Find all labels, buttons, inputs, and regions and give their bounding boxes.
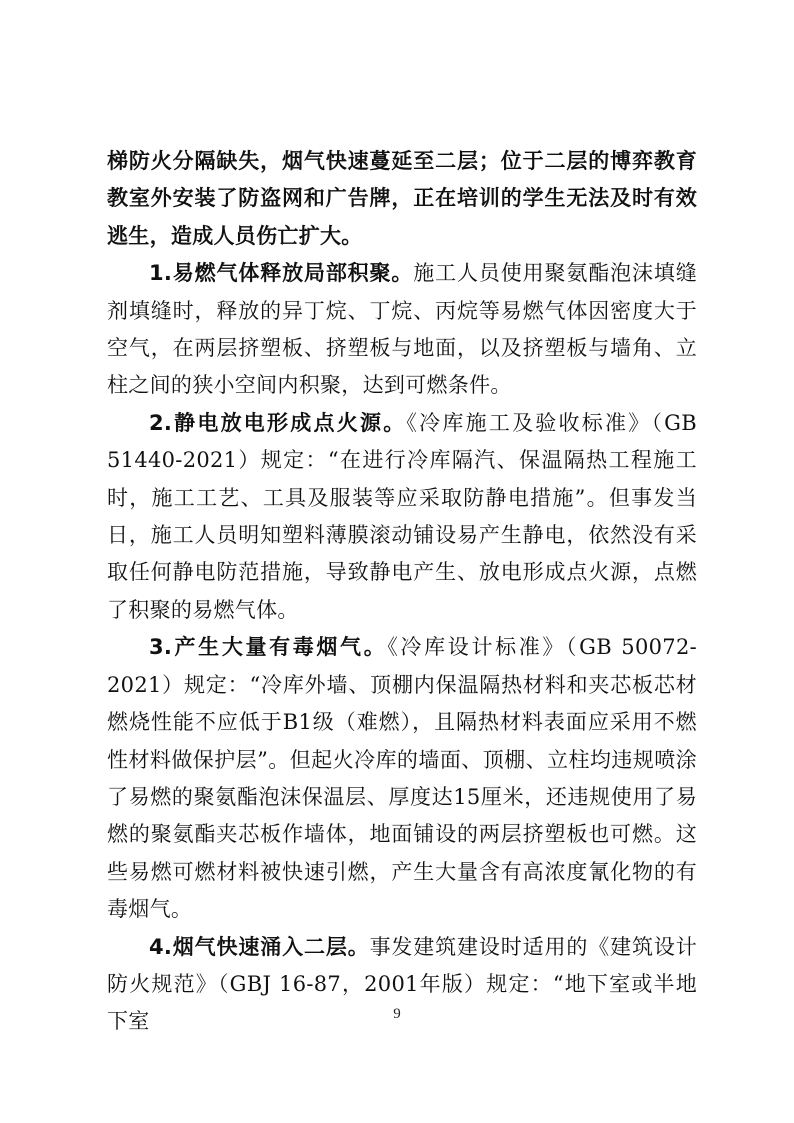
continuation-paragraph: 梯防火分隔缺失，烟气快速蔓延至二层；位于二层的博弈教育教室外安装了防盗网和广告牌，正在培训的学生无法及时有效逃生，造成人员伤亡扩大。 xyxy=(107,149,697,248)
section-2-heading: 2.静电放电形成点火源。 xyxy=(149,410,407,435)
section-3-heading: 3.产生大量有毒烟气。 xyxy=(149,635,388,660)
section-4-text: 事发建筑建设时适用的《建筑设计防火规范》（GBJ 16-87，2001年版）规定：“地下室或半地下室 xyxy=(107,934,697,1034)
body-text xyxy=(107,143,697,1041)
section-2-paragraph xyxy=(107,405,697,629)
page-number: 9 xyxy=(393,1006,401,1022)
section-1-text: 施工人员使用聚氨酯泡沫填缝剂填缝时，释放的异丁烷、丁烷、丙烷等易燃气体因密度大于空气，在两层挤塑板、挤塑板与地面，以及挤塑板与墙角、立柱之间的狭小空间内积聚，达到可燃条件。 xyxy=(107,261,697,398)
section-3-text: 《冷库设计标准》（GB 50072-2021）规定：“冷库外墙、顶棚内保温隔热材料和夹芯板芯材燃烧性能不应低于B1级（难燃），且隔热材料表面应采用不燃性材料做保护层”。但起火冷库的墙面、顶棚、立柱均违规喷涂了易燃的聚氨酯泡沫保温层、厚度达15厘米，还违规使用了易燃的聚氨酯夹芯板作墙体，地面铺设的两层挤塑板也可燃。这些易燃可燃材料被快速引燃，产生大量含有高浓度氰化物的有毒烟气。 xyxy=(107,635,698,922)
section-1-heading: 1.易燃气体释放局部积聚。 xyxy=(149,261,414,286)
section-2-text: 《冷库施工及验收标准》（GB 51440-2021）规定：“在进行冷库隔汽、保温隔热工程施工时，施工工艺、工具及服装等应采取防静电措施”。但事发当日，施工人员明知塑料薄膜滚动铺设易产生静电，依然没有采取任何静电防范措施，导致静电产生、放电形成点火源，点燃了积聚的易燃气体。 xyxy=(107,410,697,622)
section-4-paragraph xyxy=(107,929,697,1041)
section-4-heading: 4.烟气快速涌入二层。 xyxy=(149,934,370,959)
section-3-paragraph xyxy=(107,629,697,928)
section-1-paragraph xyxy=(107,255,697,405)
